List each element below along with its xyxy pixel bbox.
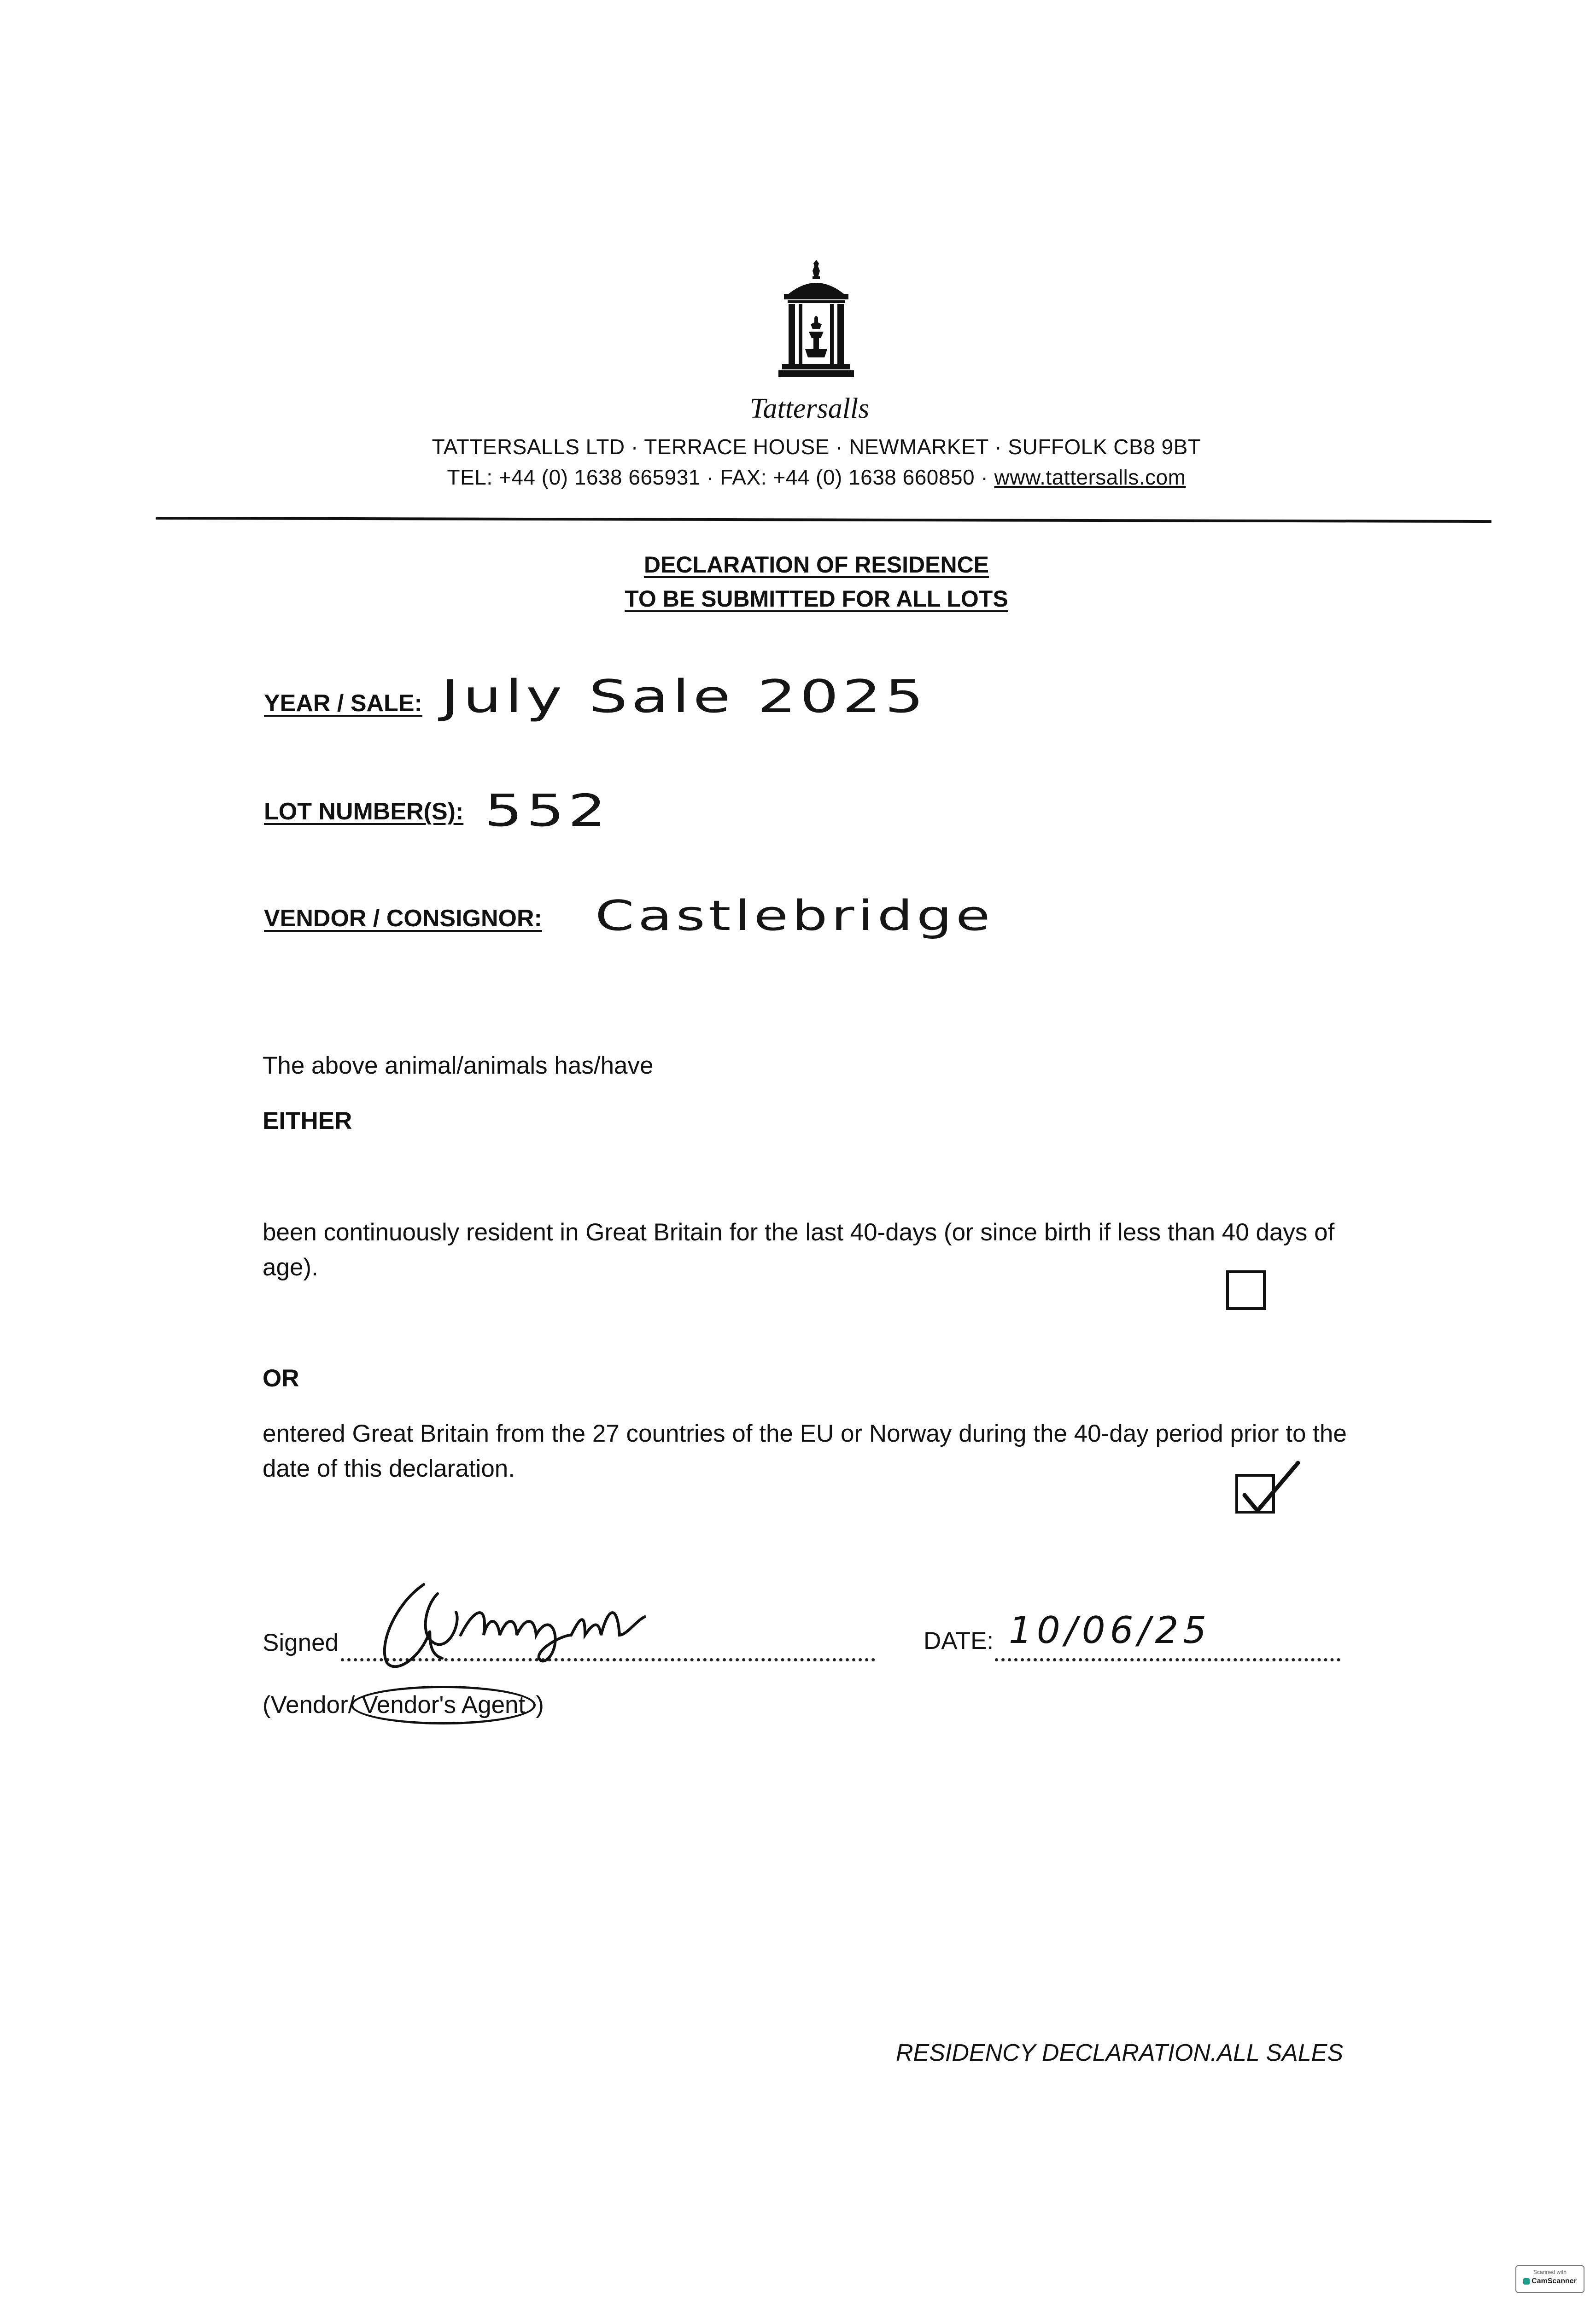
option-resident-checkbox[interactable] bbox=[1226, 1270, 1266, 1310]
lot-numbers-value[interactable]: 552 bbox=[485, 785, 610, 836]
scanner-brand-text: CamScanner bbox=[1532, 2277, 1577, 2285]
brand-name: Tattersalls bbox=[749, 393, 870, 424]
option-resident-text: been continuously resident in Great Britain for the last 40-days (or since birth if less than 40 days of age). bbox=[263, 1219, 1335, 1281]
lot-numbers-label: LOT NUMBER(S): bbox=[264, 798, 464, 825]
header-divider bbox=[156, 517, 1491, 523]
role-close: ) bbox=[536, 1691, 544, 1718]
website-link[interactable]: www.tattersalls.com bbox=[994, 465, 1186, 489]
vendor-label: VENDOR / CONSIGNOR: bbox=[264, 905, 542, 932]
role-vendor-agent-circled: Vendor's Agent bbox=[351, 1686, 536, 1724]
role-vendor: (Vendor/ bbox=[263, 1691, 355, 1718]
year-sale-value[interactable]: July Sale 2025 bbox=[441, 671, 928, 723]
year-sale-label: YEAR / SALE: bbox=[264, 690, 422, 717]
camscanner-icon bbox=[1523, 2278, 1530, 2285]
scanner-brand bbox=[1516, 2276, 1584, 2286]
date-value[interactable]: 10/06/25 bbox=[1009, 1609, 1211, 1652]
date-label: DATE: bbox=[924, 1627, 994, 1654]
check-mark-icon bbox=[1229, 1459, 1303, 1528]
company-address: TATTERSALLS LTD · TERRACE HOUSE · NEWMARKET · SUFFOLK CB8 9BT bbox=[432, 435, 1201, 459]
phone-fax: TEL: +44 (0) 1638 665931 · FAX: +44 (0) 1638 660850 · bbox=[447, 465, 994, 489]
intro-text: The above animal/animals has/have bbox=[263, 1052, 654, 1079]
handwritten-signature bbox=[368, 1566, 691, 1677]
scanner-caption: Scanned with bbox=[1533, 2269, 1567, 2275]
form-subtitle: TO BE SUBMITTED FOR ALL LOTS bbox=[625, 586, 1008, 612]
or-label: OR bbox=[263, 1365, 299, 1392]
vendor-value[interactable]: Castlebridge bbox=[595, 892, 994, 940]
signer-role bbox=[263, 1686, 544, 1724]
form-title: DECLARATION OF RESIDENCE bbox=[643, 552, 989, 578]
signed-label: Signed bbox=[263, 1629, 339, 1656]
company-contacts bbox=[0, 464, 1596, 490]
fountain-monument-icon bbox=[770, 258, 862, 382]
option-entered-text: entered Great Britain from the 27 countries of the EU or Norway during the 40-day period prior to the date of this declaration. bbox=[263, 1420, 1347, 1482]
camscanner-badge bbox=[1515, 2265, 1584, 2293]
form-footer-name: RESIDENCY DECLARATION.ALL SALES bbox=[896, 2040, 1344, 2066]
either-label: EITHER bbox=[263, 1107, 352, 1134]
